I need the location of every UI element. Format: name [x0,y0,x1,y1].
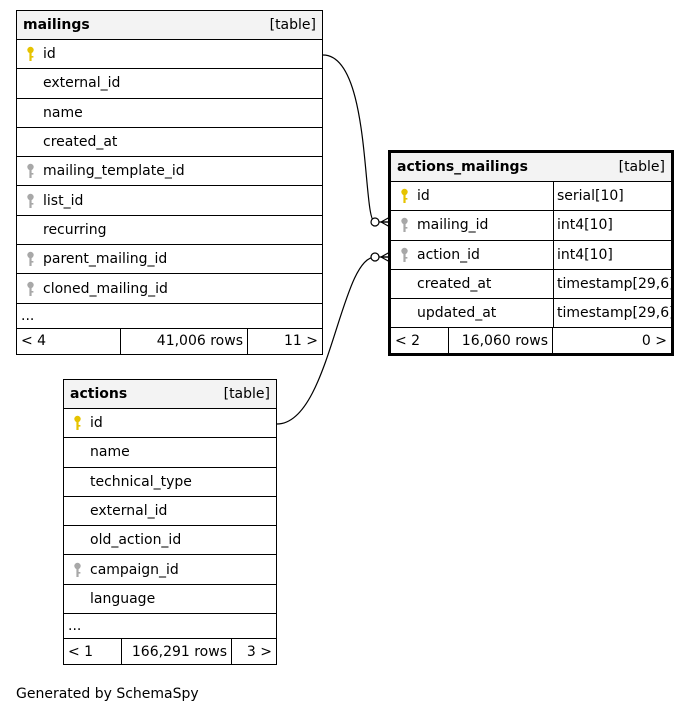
column-name: external_id [43,75,121,92]
column-row[interactable] [391,182,671,211]
column-name: old_action_id [90,532,182,549]
primary-key-icon [17,46,43,62]
column-type: timestamp[29,6] [553,299,671,327]
column-row[interactable] [64,497,276,526]
table-tag: [table] [269,17,316,33]
row-count: 166,291 rows [122,639,232,664]
column-name: technical_type [90,473,192,490]
edge-end-circle [371,218,379,226]
parents-count[interactable]: < 4 [17,329,121,354]
table-header [391,153,671,182]
foreign-key-icon [17,163,43,179]
column-row[interactable] [64,526,276,555]
row-count: 41,006 rows [121,329,248,354]
column-row[interactable] [17,40,322,69]
column-row[interactable] [64,468,276,497]
foreign-key-icon [64,562,90,578]
column-name: id [90,415,103,432]
column-name: created_at [43,134,118,151]
row-count: 16,060 rows [449,328,553,353]
column-name: language [90,590,156,607]
column-type: int4[10] [553,211,671,239]
column-row[interactable] [391,299,675,328]
column-row[interactable] [391,241,671,270]
column-name: campaign_id [90,561,179,578]
column-name: list_id [43,192,84,209]
column-type: serial[10] [553,182,671,210]
column-name: name [43,104,83,121]
more-columns: ... [17,304,322,329]
column-row[interactable] [17,99,322,128]
column-name: name [90,444,130,461]
column-name: created_at [417,276,492,293]
table-actions-mailings[interactable] [388,150,674,356]
column-name: parent_mailing_id [43,251,168,268]
foreign-key-icon [17,251,43,267]
column-name: cloned_mailing_id [43,280,168,297]
column-name: recurring [43,221,107,238]
table-footer [391,328,671,353]
children-count[interactable]: 0 > [641,332,667,349]
table-mailings[interactable] [16,10,323,355]
column-type: int4[10] [553,241,671,269]
table-footer [17,329,322,354]
edge-mailings-to-actions-mailings [323,55,388,222]
column-row[interactable] [64,555,276,584]
table-tag: [table] [223,386,270,402]
foreign-key-icon [17,193,43,209]
column-row[interactable] [17,128,322,157]
table-name: actions [70,386,128,402]
column-row[interactable] [391,270,675,299]
table-name: mailings [23,17,90,33]
parents-count[interactable]: < 2 [391,328,449,353]
edge-end-circle [371,253,379,261]
column-row[interactable] [17,186,322,215]
column-row[interactable] [17,216,322,245]
column-row[interactable] [17,245,322,274]
column-name: id [417,188,430,205]
table-header [17,11,322,40]
column-row[interactable] [17,157,322,186]
column-row[interactable] [17,69,322,98]
column-row[interactable] [64,409,276,438]
column-name: id [43,46,56,63]
table-name: actions_mailings [397,159,528,175]
parents-count[interactable]: < 1 [64,639,122,664]
children-count[interactable]: 3 > [246,643,272,660]
table-header [64,380,276,409]
column-row[interactable] [64,438,276,467]
column-name: updated_at [417,305,497,322]
foreign-key-icon [391,217,417,233]
column-type: timestamp[29,6] [553,270,671,298]
column-row[interactable] [391,211,671,240]
table-tag: [table] [618,159,665,175]
column-name: mailing_id [417,217,489,234]
more-columns: ... [64,614,276,639]
column-name: external_id [90,503,168,520]
children-count[interactable]: 11 > [284,333,318,350]
foreign-key-icon [391,247,417,263]
table-footer [64,639,276,664]
table-actions[interactable] [63,379,277,665]
column-name: action_id [417,246,480,263]
column-row[interactable] [64,585,276,614]
primary-key-icon [64,415,90,431]
generated-by-label: Generated by SchemaSpy [16,686,199,702]
column-name: mailing_template_id [43,163,185,180]
column-row[interactable] [17,274,322,303]
primary-key-icon [391,188,417,204]
foreign-key-icon [17,281,43,297]
